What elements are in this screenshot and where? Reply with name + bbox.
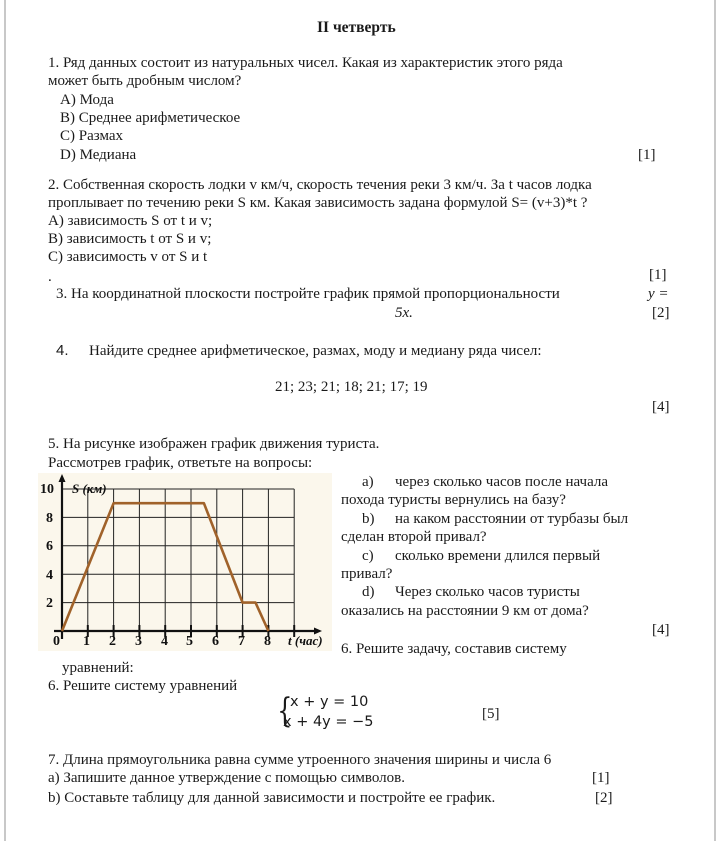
q3-mark: [2] — [652, 305, 670, 321]
q5-b-label: b) — [362, 511, 375, 527]
y-tick-6: 6 — [46, 539, 53, 554]
q2-option-a: A) зависимость S от t и v; — [48, 213, 213, 229]
q1-text-line2: может быть дробным числом? — [48, 73, 242, 89]
q6a-text-line1: 6. Решите задачу, составив систему — [341, 641, 567, 657]
x-tick-8: 8 — [264, 634, 271, 649]
y-tick-10: 10 — [40, 482, 54, 497]
x-tick-0: 0 — [53, 634, 60, 649]
q5-b-line2: сделан второй привал? — [341, 529, 487, 545]
q4-mark: [4] — [652, 399, 670, 415]
system-brace-icon: { — [277, 691, 293, 731]
q5-d-label: d) — [362, 584, 375, 600]
q5-c-line2: привал? — [341, 566, 393, 582]
q2-option-c: C) зависимость v от S и t — [48, 249, 208, 265]
q5-a-line1: через сколько часов после начала — [395, 474, 609, 490]
equation-2: x + 4y = −5 — [283, 714, 374, 730]
q2-mark: [1] — [649, 267, 667, 283]
y-tick-8: 8 — [46, 511, 53, 526]
q6b-mark: [5] — [482, 706, 500, 722]
equation-1: x + y = 10 — [290, 694, 369, 710]
q5-b-line1: на каком расстоянии от турбазы был — [395, 511, 629, 527]
chart-svg — [38, 473, 332, 651]
q4-number-series: 21; 23; 21; 18; 21; 17; 19 — [275, 379, 428, 395]
x-tick-labels — [53, 634, 271, 649]
q1-option-b: B) Среднее арифметическое — [60, 110, 241, 126]
q3-formula-part2: 5x. — [395, 305, 413, 321]
x-tick-2: 2 — [109, 634, 116, 649]
x-tick-3: 3 — [135, 634, 142, 649]
x-tick-5: 5 — [186, 634, 193, 649]
q6b-text: 6. Решите систему уравнений — [48, 678, 238, 694]
x-tick-1: 1 — [83, 634, 90, 649]
q5-d-line2: оказались на расстоянии 9 км от дома? — [341, 603, 589, 619]
q5-a-line2: похода туристы вернулись на базу? — [341, 492, 566, 508]
q1-option-c: C) Размах — [60, 128, 124, 144]
x-tick-7: 7 — [238, 634, 245, 649]
q7-part-b: b) Составьте таблицу для данной зависимости и постройте ее график. — [48, 790, 496, 806]
q2-text-line2: проплывает по течению реки S км. Какая зависимость задана формулой S= (v+3)*t ? — [48, 195, 588, 211]
q5-mark: [4] — [652, 622, 670, 638]
q2-stray-dot: . — [48, 269, 52, 285]
q1-mark: [1] — [638, 147, 656, 163]
q5-c-line1: сколько времени длился первый — [395, 548, 601, 564]
q3-formula-part1: y = — [648, 286, 669, 302]
q4-text: Найдите среднее арифметическое, размах, моду и медиану ряда чисел: — [89, 343, 542, 359]
q7-b-mark: [2] — [595, 790, 613, 806]
x-tick-6: 6 — [212, 634, 219, 649]
q3-text: 3. На координатной плоскости постройте график прямой пропорциональности — [56, 286, 560, 302]
q7-a-mark: [1] — [592, 770, 610, 786]
y-tick-4: 4 — [46, 568, 53, 583]
y-tick-2: 2 — [46, 596, 53, 611]
y-axis-arrow-icon — [59, 474, 66, 482]
page-right-border — [714, 0, 716, 841]
q5-text-line2: Рассмотрев график, ответьте на вопросы: — [48, 455, 313, 471]
y-axis-label: S (км) — [72, 481, 107, 496]
q5-c-label: c) — [362, 548, 374, 564]
x-tick-4: 4 — [161, 634, 168, 649]
q6a-text-line2: уравнений: — [62, 660, 134, 676]
page-title: II четверть — [317, 19, 396, 36]
tourist-motion-chart — [38, 473, 332, 651]
x-axis-label: t (час) — [288, 633, 323, 648]
q1-option-a: A) Мода — [60, 92, 114, 108]
q7-text: 7. Длина прямоугольника равна сумме утроенного значения ширины и числа 6 — [48, 752, 552, 768]
q2-text-line1: 2. Собственная скорость лодки v км/ч, скорость течения реки 3 км/ч. За t часов лодка — [48, 177, 592, 193]
y-tick-labels — [40, 482, 54, 611]
q1-text-line1: 1. Ряд данных состоит из натуральных чисел. Какая из характеристик этого ряда — [48, 55, 563, 71]
q1-option-d: D) Медиана — [60, 147, 137, 163]
q7-part-a: a) Запишите данное утверждение с помощью символов. — [48, 770, 405, 786]
q5-d-line1: Через сколько часов туристы — [395, 584, 580, 600]
q5-a-label: a) — [362, 474, 374, 490]
page-left-border — [4, 0, 6, 841]
q4-number: 4. — [56, 342, 69, 359]
q5-text-line1: 5. На рисунке изображен график движения туриста. — [48, 436, 380, 452]
q2-option-b: B) зависимость t от S и v; — [48, 231, 212, 247]
